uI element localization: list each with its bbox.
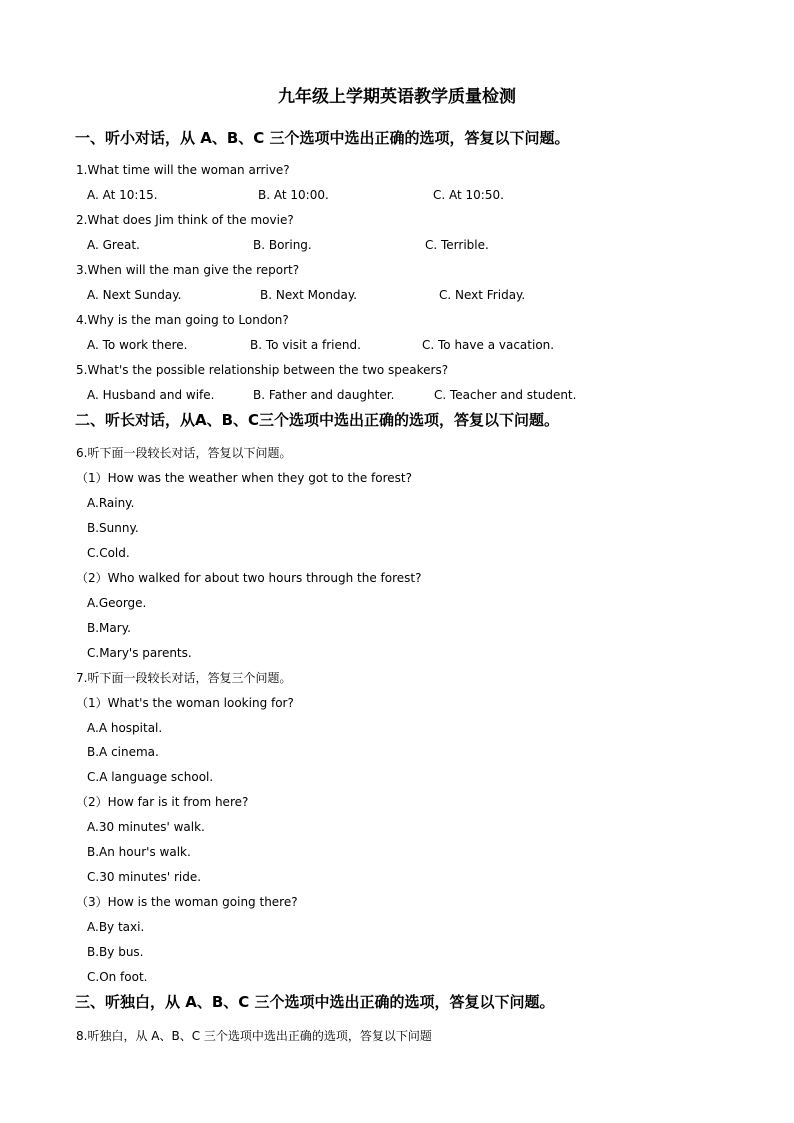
question-7-2-option-a: A.30 minutes' walk.	[87, 820, 205, 834]
question-2: 2.What does Jim think of the movie?	[76, 213, 294, 227]
question-3: 3.When will the man give the report?	[76, 263, 300, 277]
question-3-option-a: A. Next Sunday.	[87, 288, 182, 302]
question-6-1: （1）How was the weather when they got to the forest?	[76, 471, 412, 485]
question-6-intro: 6.听下面一段较长对话，答复以下问题。	[76, 446, 292, 460]
question-7-1: （1）What's the woman looking for?	[76, 696, 294, 710]
question-4-option-b: B. To visit a friend.	[250, 338, 361, 352]
question-4-option-c: C. To have a vacation.	[422, 338, 555, 352]
question-1-option-a: A. At 10:15.	[87, 188, 158, 202]
question-7-3-option-b: B.By bus.	[87, 945, 144, 959]
question-6-2: （2）Who walked for about two hours through the forest?	[76, 571, 422, 585]
question-6-1-option-c: C.Cold.	[87, 546, 130, 560]
question-2-option-b: B. Boring.	[253, 238, 312, 252]
question-6-2-option-c: C.Mary's parents.	[87, 646, 192, 660]
question-7-3-option-c: C.On foot.	[87, 970, 148, 984]
question-7-2-option-b: B.An hour's walk.	[87, 845, 191, 859]
section-heading-3: 三、听独白，从 A、B、C 三个选项中选出正确的选项，答复以下问题。	[75, 993, 555, 1011]
section-heading-2: 二、听长对话，从A、B、C三个选项中选出正确的选项，答复以下问题。	[75, 411, 560, 429]
question-7-1-option-a: A.A hospital.	[87, 721, 163, 735]
question-1-option-b: B. At 10:00.	[258, 188, 329, 202]
question-4: 4.Why is the man going to London?	[76, 313, 289, 327]
question-6-1-option-a: A.Rainy.	[87, 496, 135, 510]
question-2-option-a: A. Great.	[87, 238, 140, 252]
question-3-option-b: B. Next Monday.	[260, 288, 358, 302]
question-7-2: （2）How far is it from here?	[76, 795, 249, 809]
question-7-3: （3）How is the woman going there?	[76, 895, 298, 909]
question-5-option-a: A. Husband and wife.	[87, 388, 215, 402]
question-7-1-option-c: C.A language school.	[87, 770, 214, 784]
question-7-3-option-a: A.By taxi.	[87, 920, 145, 934]
question-7-1-option-b: B.A cinema.	[87, 745, 159, 759]
question-6-2-option-a: A.George.	[87, 596, 147, 610]
question-1: 1.What time will the woman arrive?	[76, 163, 290, 177]
question-1-option-c: C. At 10:50.	[433, 188, 504, 202]
question-6-1-option-b: B.Sunny.	[87, 521, 139, 535]
section-heading-1: 一、听小对话，从 A、B、C 三个选项中选出正确的选项，答复以下问题。	[75, 129, 570, 147]
question-2-option-c: C. Terrible.	[425, 238, 489, 252]
question-4-option-a: A. To work there.	[87, 338, 188, 352]
page-title: 九年级上学期英语教学质量检测	[278, 87, 516, 107]
question-3-option-c: C. Next Friday.	[439, 288, 526, 302]
question-7-2-option-c: C.30 minutes' ride.	[87, 870, 202, 884]
question-5-option-b: B. Father and daughter.	[253, 388, 395, 402]
question-5-option-c: C. Teacher and student.	[434, 388, 577, 402]
question-8-intro: 8.听独白，从 A、B、C 三个选项中选出正确的选项，答复以下问题	[76, 1029, 432, 1043]
question-6-2-option-b: B.Mary.	[87, 621, 131, 635]
question-7-intro: 7.听下面一段较长对话，答复三个问题。	[76, 671, 292, 685]
question-5: 5.What's the possible relationship between the two speakers?	[76, 363, 449, 377]
